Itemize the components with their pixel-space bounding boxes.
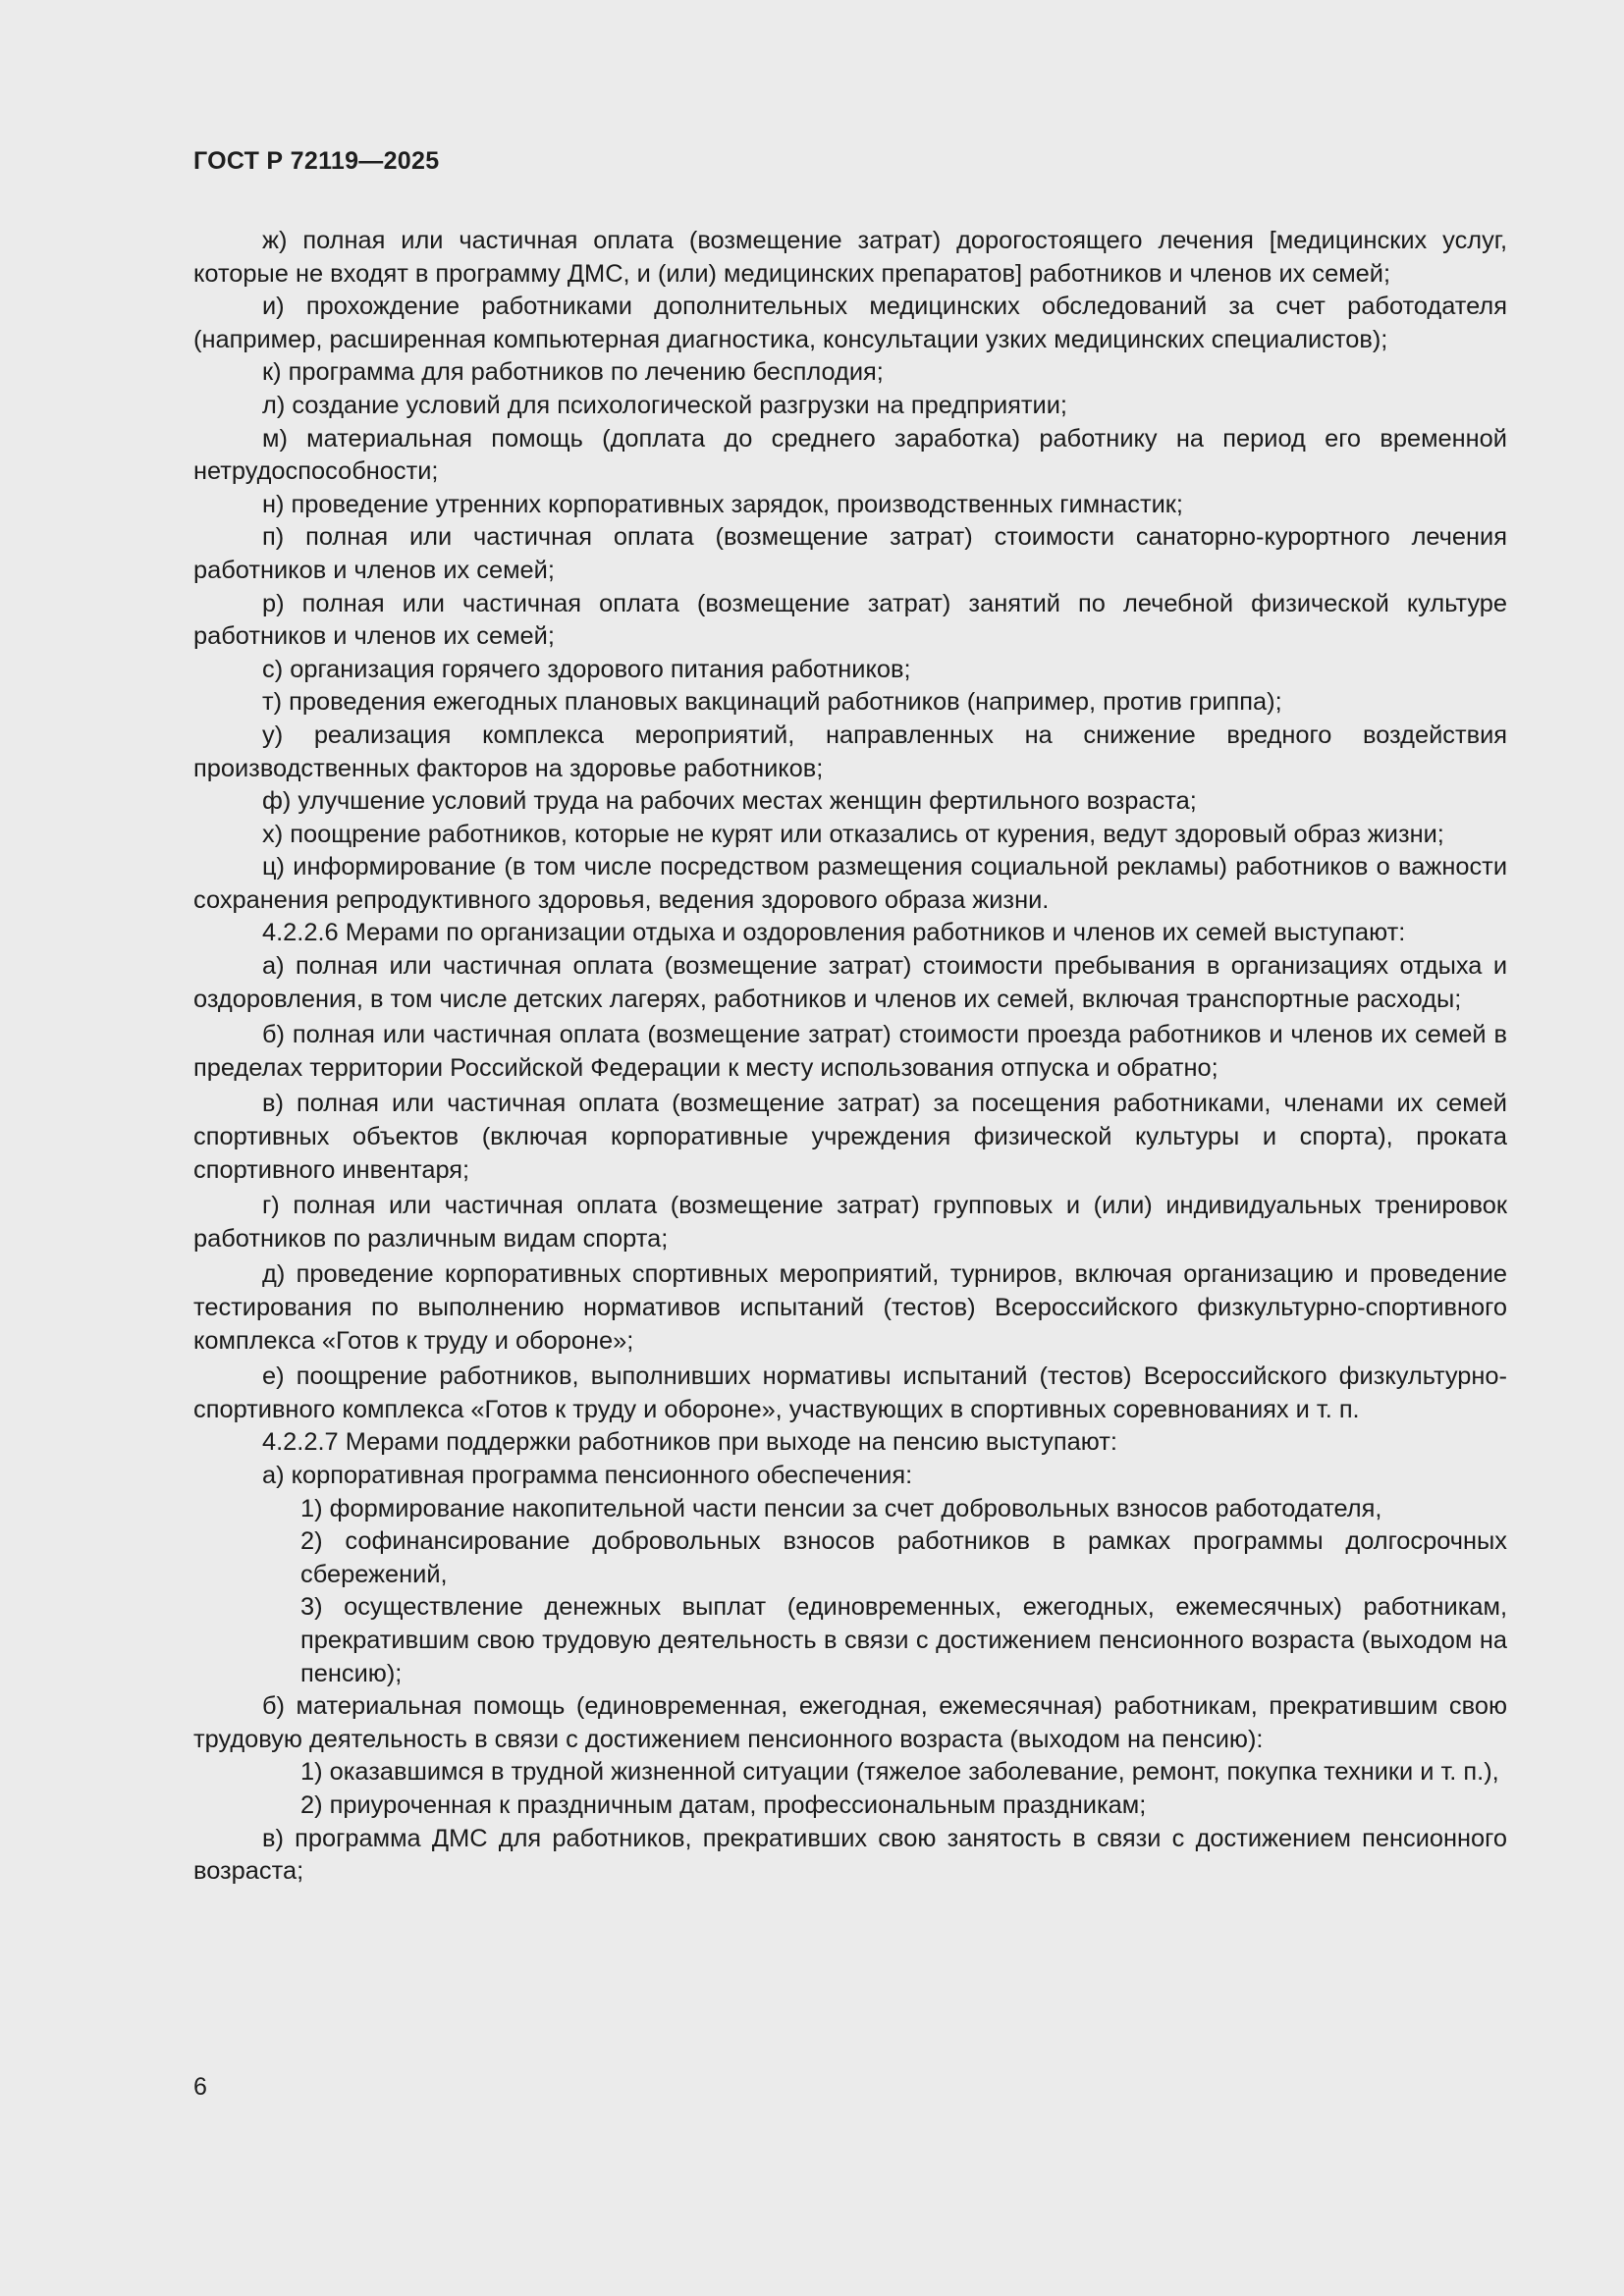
list-item: с) организация горячего здорового питания работников; xyxy=(262,655,911,683)
list-item: р) полная или частичная оплата (возмещение затрат) занятий по лечебной физической культуре работников и членов их семей; xyxy=(193,589,1507,651)
list-item: ц) информирование (в том числе посредством размещения социальной рекламы) работников о важности сохранения репродуктивного здоровья, ведения здорового образа жизни. xyxy=(193,853,1507,914)
list-item: ж) полная или частичная оплата (возмещение затрат) дорогостоящего лечения [медицинских услуг, которые не входят в программу ДМС, и (или) медицинских препаратов] работников и членов их семей; xyxy=(193,227,1507,288)
sub-list-item: 1) оказавшимся в трудной жизненной ситуации (тяжелое заболевание, ремонт, покупка техники и т. п.), xyxy=(300,1758,1499,1787)
list-item: б) полная или частичная оплата (возмещение затрат) стоимости проезда работников и членов их семей в пределах территории Российской Федерации к месту использования отпуска и обратно; xyxy=(193,1021,1507,1082)
list-item: т) проведения ежегодных плановых вакцинаций работников (например, против гриппа); xyxy=(262,688,1282,717)
sub-list-item: 1) формирование накопительной части пенсии за счет добровольных взносов работодателя, xyxy=(300,1494,1382,1522)
list-item: г) полная или частичная оплата (возмещение затрат) групповых и (или) индивидуальных тренировок работников по различным видам спорта; xyxy=(193,1192,1507,1253)
list-item: а) корпоративная программа пенсионного обеспечения: xyxy=(262,1461,913,1489)
sub-list-item: 2) приуроченная к праздничным датам, профессиональным праздникам; xyxy=(300,1790,1147,1819)
document-body xyxy=(193,225,1507,1889)
list-item: е) поощрение работников, выполнивших нормативы испытаний (тестов) Всероссийского физкультурно-спортивного комплекса «Готов к труду и обороне», участвующих в спортивных соревнованиях и т. п. xyxy=(193,1362,1507,1423)
list-item: л) создание условий для психологической разгрузки на предприятии; xyxy=(262,391,1067,419)
section-clause-4-2-2-6: 4.2.2.6 Мерами по организации отдыха и оздоровления работников и членов их семей выступают: xyxy=(262,919,1406,947)
list-item: н) проведение утренних корпоративных зарядок, производственных гимнастик; xyxy=(262,490,1183,518)
list-item: б) материальная помощь (единовременная, ежегодная, ежемесячная) работникам, прекратившим свою трудовую деятельность в связи с достижением пенсионного возраста (выходом на пенсию): xyxy=(193,1692,1507,1753)
list-item: ф) улучшение условий труда на рабочих местах женщин фертильного возраста; xyxy=(262,787,1197,816)
list-item: п) полная или частичная оплата (возмещение затрат) стоимости санаторно-курортного лечения работников и членов их семей; xyxy=(193,523,1507,584)
section-clause-4-2-2-7: 4.2.2.7 Мерами поддержки работников при выходе на пенсию выступают: xyxy=(262,1428,1117,1457)
sub-list-item: 2) софинансирование добровольных взносов работников в рамках программы долгосрочных сбережений, xyxy=(300,1527,1507,1588)
list-item: д) проведение корпоративных спортивных мероприятий, турниров, включая организацию и проведение тестирования по выполнению нормативов испытаний (тестов) Всероссийского физкультурно-спортивного комплекса «Готов к труду и обороне»; xyxy=(193,1260,1507,1355)
list-item: в) программа ДМС для работников, прекративших свою занятость в связи с достижением пенсионного возраста; xyxy=(193,1824,1507,1886)
sub-list-item: 3) осуществление денежных выплат (единовременных, ежегодных, ежемесячных) работникам, прекратившим свою трудовую деятельность в связи с достижением пенсионного возраста (выходом на пенсию); xyxy=(300,1593,1507,1687)
list-item: у) реализация комплекса мероприятий, направленных на снижение вредного воздействия производственных факторов на здоровье работников; xyxy=(193,721,1507,782)
list-item: в) полная или частичная оплата (возмещение затрат) за посещения работниками, членами их семей спортивных объектов (включая корпоративные учреждения физической культуры и спорта), проката спортивного инвентаря; xyxy=(193,1090,1507,1184)
list-item: м) материальная помощь (доплата до среднего заработка) работнику на период его временной нетрудоспособности; xyxy=(193,424,1507,486)
list-item: х) поощрение работников, которые не курят или отказались от курения, ведут здоровый образ жизни; xyxy=(262,820,1444,848)
list-item: а) полная или частичная оплата (возмещение затрат) стоимости пребывания в организациях отдыха и оздоровления, в том числе детских лагерях, работников и членов их семей, включая транспортные расходы; xyxy=(193,952,1507,1013)
page-number: 6 xyxy=(193,2073,207,2101)
list-item: к) программа для работников по лечению бесплодия; xyxy=(262,358,884,387)
document-header: ГОСТ Р 72119—2025 xyxy=(193,147,440,175)
list-item: и) прохождение работниками дополнительных медицинских обследований за счет работодателя (например, расширенная компьютерная диагностика, консультации узких медицинских специалистов); xyxy=(193,293,1507,353)
